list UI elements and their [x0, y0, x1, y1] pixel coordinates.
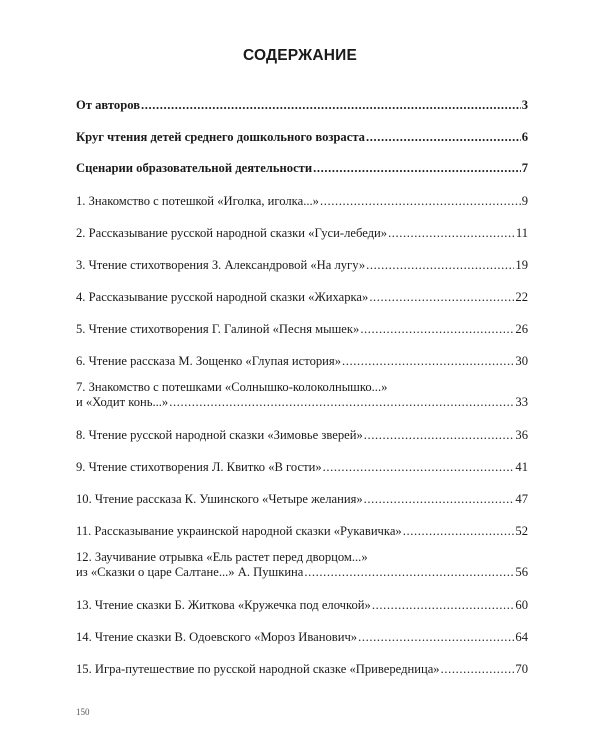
- toc-entry-title: 9. Чтение стихотворения Л. Квитко «В гости»: [76, 460, 322, 474]
- toc-entry-page: 56: [515, 565, 528, 579]
- toc-entry-line: [76, 460, 528, 475]
- toc-entry: [76, 290, 528, 305]
- toc-entry-title: 10. Чтение рассказа К. Ушинского «Четыре желания»: [76, 492, 363, 506]
- toc-entry-page: 60: [515, 598, 528, 612]
- toc-entry-page: 33: [515, 395, 528, 409]
- toc-entry: [76, 194, 528, 209]
- toc-entry-page: 3: [521, 98, 528, 112]
- toc-entry: [76, 130, 528, 145]
- toc-entry-line: [76, 290, 528, 305]
- toc-entry: [76, 380, 528, 410]
- toc-entry: [76, 524, 528, 539]
- dot-leader: [366, 258, 514, 273]
- toc-entry-title: 6. Чтение рассказа М. Зощенко «Глупая история»: [76, 354, 342, 368]
- toc-entry-title: От авторов: [76, 98, 141, 112]
- toc-entry-page: 41: [515, 460, 528, 474]
- toc-entry-title: 2. Рассказывание русской народной сказки «Гуси-лебеди»: [76, 226, 388, 240]
- toc-entry-page: 64: [515, 630, 528, 644]
- dot-leader: [304, 565, 514, 580]
- toc-entry-line: [76, 598, 528, 613]
- page-number: 150: [76, 707, 90, 717]
- dot-leader: [403, 524, 515, 539]
- toc-entry-title-line: 12. Заучивание отрывка «Ель растет перед дворцом...»: [76, 550, 368, 564]
- toc-entry: [76, 258, 528, 273]
- toc-entry-page: 52: [515, 524, 528, 538]
- toc-entry-page: 7: [521, 161, 528, 175]
- toc-entry: [76, 161, 528, 176]
- toc-entry-page: 9: [521, 194, 528, 208]
- toc-entry: [76, 226, 528, 241]
- toc-entry-line: [76, 258, 528, 273]
- toc-entry-line: [76, 226, 528, 241]
- toc-entry: [76, 322, 528, 337]
- dot-leader: [342, 354, 514, 369]
- toc-entry-line: [76, 354, 528, 369]
- toc-entry: [76, 354, 528, 369]
- page-title: СОДЕРЖАНИЕ: [242, 47, 358, 64]
- toc-entry-line: [76, 395, 528, 410]
- toc-entry-title: 11. Рассказывание украинской народной сказки «Рукавичка»: [76, 524, 402, 538]
- toc-entry-title: 14. Чтение сказки В. Одоевского «Мороз Иванович»: [76, 630, 358, 644]
- toc-entry: [76, 630, 528, 645]
- dot-leader: [372, 598, 515, 613]
- toc-entry-page: 70: [515, 662, 528, 676]
- toc-entry-page: 22: [515, 290, 528, 304]
- toc-entry-title: 5. Чтение стихотворения Г. Галиной «Песня мышек»: [76, 322, 360, 336]
- toc-entry-title: Сценарии образовательной деятельности: [76, 161, 313, 175]
- toc-entry-title: и «Ходит конь...»: [76, 395, 169, 409]
- dot-leader: [364, 492, 515, 507]
- toc-entry-line: [76, 662, 528, 677]
- toc-entry-title: 13. Чтение сказки Б. Житкова «Кружечка под елочкой»: [76, 598, 371, 612]
- dot-leader: [441, 662, 515, 677]
- toc-entry-page: 36: [515, 428, 528, 442]
- dot-leader: [364, 428, 515, 443]
- toc-entry-line: [76, 630, 528, 645]
- toc-entry-line: [76, 194, 528, 209]
- toc-entry-line: [76, 492, 528, 507]
- toc-entry: [76, 550, 528, 580]
- toc-entry-page: 11: [515, 226, 528, 240]
- toc-entry: [76, 662, 528, 677]
- toc-entry: [76, 98, 528, 113]
- toc-entry-title: 1. Знакомство с потешкой «Иголка, иголка...»: [76, 194, 319, 208]
- toc-entry-title: 8. Чтение русской народной сказки «Зимовье зверей»: [76, 428, 363, 442]
- toc-entry: [76, 460, 528, 475]
- toc-entry-title: 3. Чтение стихотворения З. Александровой «На лугу»: [76, 258, 366, 272]
- toc-entry: [76, 428, 528, 443]
- toc-entry-title: из «Сказки о царе Салтане...» А. Пушкина: [76, 565, 304, 579]
- dot-leader: [323, 460, 515, 475]
- toc-entry-title: 4. Рассказывание русской народной сказки «Жихарка»: [76, 290, 369, 304]
- toc-entry-line: [76, 322, 528, 337]
- toc-entry: [76, 598, 528, 613]
- dot-leader: [313, 161, 521, 176]
- toc-entry-page: 26: [515, 322, 528, 336]
- dot-leader: [141, 98, 521, 113]
- toc-entry-page: 6: [521, 130, 528, 144]
- toc-entry-page: 30: [515, 354, 528, 368]
- toc-entry-title: 15. Игра-путешествие по русской народной сказке «Привередница»: [76, 662, 440, 676]
- dot-leader: [369, 290, 514, 305]
- toc-entry-line: [76, 130, 528, 145]
- toc-entry-title-line: 7. Знакомство с потешками «Солнышко-колоколнышко...»: [76, 380, 388, 394]
- dot-leader: [366, 130, 521, 145]
- toc-entry-page: 47: [515, 492, 528, 506]
- toc-entry-line: [76, 524, 528, 539]
- dot-leader: [358, 630, 514, 645]
- dot-leader: [360, 322, 514, 337]
- dot-leader: [320, 194, 521, 209]
- toc-entry-title: Круг чтения детей среднего дошкольного возраста: [76, 130, 365, 144]
- toc-entry-line: [76, 428, 528, 443]
- toc-entry-line: [76, 565, 528, 580]
- toc-entry-line: [76, 98, 528, 113]
- toc-entry: [76, 492, 528, 507]
- dot-leader: [388, 226, 515, 241]
- dot-leader: [169, 395, 514, 410]
- toc-entry-line: [76, 161, 528, 176]
- toc-entry-page: 19: [515, 258, 528, 272]
